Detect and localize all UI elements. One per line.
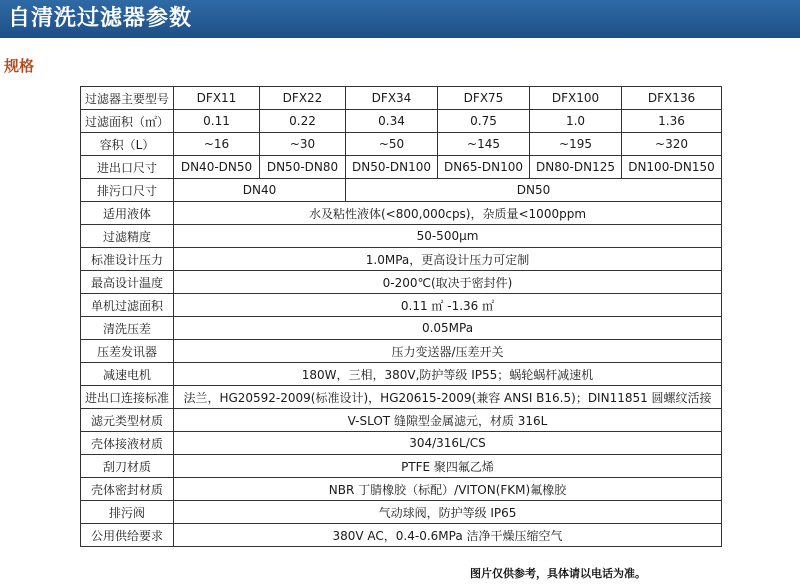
table-cell: DN65-DN100 xyxy=(438,156,530,179)
table-cell: 1.0MPa，更高设计压力可定制 xyxy=(174,248,722,271)
table-cell: DN40 xyxy=(174,179,346,202)
row-label: 壳体接液材质 xyxy=(81,432,174,455)
table-cell: 0.05MPa xyxy=(174,317,722,340)
row-label: 减速电机 xyxy=(81,363,174,386)
table-cell: DN40-DN50 xyxy=(174,156,260,179)
table-cell: 0.75 xyxy=(438,110,530,133)
table-cell: 0.11 ㎡ -1.36 ㎡ xyxy=(174,294,722,317)
row-label: 标准设计压力 xyxy=(81,248,174,271)
table-row xyxy=(81,271,722,294)
table-cell: NBR 丁腈橡胶（标配）/VITON(FKM)氟橡胶 xyxy=(174,478,722,501)
table-row xyxy=(81,110,722,133)
table-cell: 1.0 xyxy=(530,110,622,133)
row-label: 适用液体 xyxy=(81,202,174,225)
row-label: 排污阀 xyxy=(81,501,174,524)
table-cell: 0.34 xyxy=(346,110,438,133)
header-cell: 过滤器主要型号 xyxy=(81,87,174,110)
table-cell: 0.11 xyxy=(174,110,260,133)
table-row xyxy=(81,179,722,202)
footnote: 图片仅供参考，具体请以电话为准。 xyxy=(470,567,646,580)
row-label: 排污口尺寸 xyxy=(81,179,174,202)
row-label: 公用供给要求 xyxy=(81,524,174,547)
section-label: 规格 xyxy=(4,57,35,75)
table-row xyxy=(81,317,722,340)
row-label: 壳体密封材质 xyxy=(81,478,174,501)
table-row xyxy=(81,386,722,409)
row-label: 刮刀材质 xyxy=(81,455,174,478)
table-cell: ~145 xyxy=(438,133,530,156)
table-cell: 气动球阀，防护等级 IP65 xyxy=(174,501,722,524)
table-cell: 180W，三相，380V,防护等级 IP55；蜗轮蜗杆减速机 xyxy=(174,363,722,386)
table-row xyxy=(81,294,722,317)
table-cell: V-SLOT 缝隙型金属滤元，材质 316L xyxy=(174,409,722,432)
table-cell: 压力变送器/压差开关 xyxy=(174,340,722,363)
header-cell: DFX136 xyxy=(622,87,722,110)
table-row xyxy=(81,133,722,156)
table-cell: ~30 xyxy=(260,133,346,156)
table-row xyxy=(81,248,722,271)
table-cell: 50-500μm xyxy=(174,225,722,248)
table-cell: 0-200℃(取决于密封件) xyxy=(174,271,722,294)
row-label: 滤元类型材质 xyxy=(81,409,174,432)
table-cell: 304/316L/CS xyxy=(174,432,722,455)
header-cell: DFX75 xyxy=(438,87,530,110)
table-row xyxy=(81,524,722,547)
row-label: 进出口尺寸 xyxy=(81,156,174,179)
table-cell: 1.36 xyxy=(622,110,722,133)
table-row xyxy=(81,156,722,179)
row-label: 最高设计温度 xyxy=(81,271,174,294)
table-row xyxy=(81,478,722,501)
table-cell: 380V AC，0.4-0.6MPa 洁净干燥压缩空气 xyxy=(174,524,722,547)
row-label: 压差发讯器 xyxy=(81,340,174,363)
row-label: 进出口连接标准 xyxy=(81,386,174,409)
row-label: 过滤面积（㎡） xyxy=(81,110,174,133)
table-header-row xyxy=(81,87,722,110)
table-cell: DN50 xyxy=(346,179,722,202)
table-row xyxy=(81,409,722,432)
row-label: 单机过滤面积 xyxy=(81,294,174,317)
header-cell: DFX22 xyxy=(260,87,346,110)
table-cell: ~195 xyxy=(530,133,622,156)
row-label: 容积（L） xyxy=(81,133,174,156)
table-row xyxy=(81,363,722,386)
table-cell: DN100-DN150 xyxy=(622,156,722,179)
table-cell: 水及粘性液体(<800,000cps)，杂质量<1000ppm xyxy=(174,202,722,225)
table-cell: DN80-DN125 xyxy=(530,156,622,179)
table-row xyxy=(81,225,722,248)
row-label: 过滤精度 xyxy=(81,225,174,248)
table-cell: 0.22 xyxy=(260,110,346,133)
page-title: 自清洗过滤器参数 xyxy=(0,0,800,38)
table-row xyxy=(81,501,722,524)
header-cell: DFX100 xyxy=(530,87,622,110)
table-cell: PTFE 聚四氟乙烯 xyxy=(174,455,722,478)
row-label: 清洗压差 xyxy=(81,317,174,340)
table-row xyxy=(81,202,722,225)
table-cell: ~50 xyxy=(346,133,438,156)
header-cell: DFX11 xyxy=(174,87,260,110)
table-row xyxy=(81,340,722,363)
table-cell: ~320 xyxy=(622,133,722,156)
header-cell: DFX34 xyxy=(346,87,438,110)
table-cell: ~16 xyxy=(174,133,260,156)
table-row xyxy=(81,432,722,455)
table-cell: DN50-DN80 xyxy=(260,156,346,179)
table-cell: 法兰，HG20592-2009(标准设计)，HG20615-2009(兼容 ANSI B16.5)；DIN11851 圆螺纹活接 xyxy=(174,386,722,409)
spec-table xyxy=(80,86,722,547)
table-row xyxy=(81,455,722,478)
table-cell: DN50-DN100 xyxy=(346,156,438,179)
